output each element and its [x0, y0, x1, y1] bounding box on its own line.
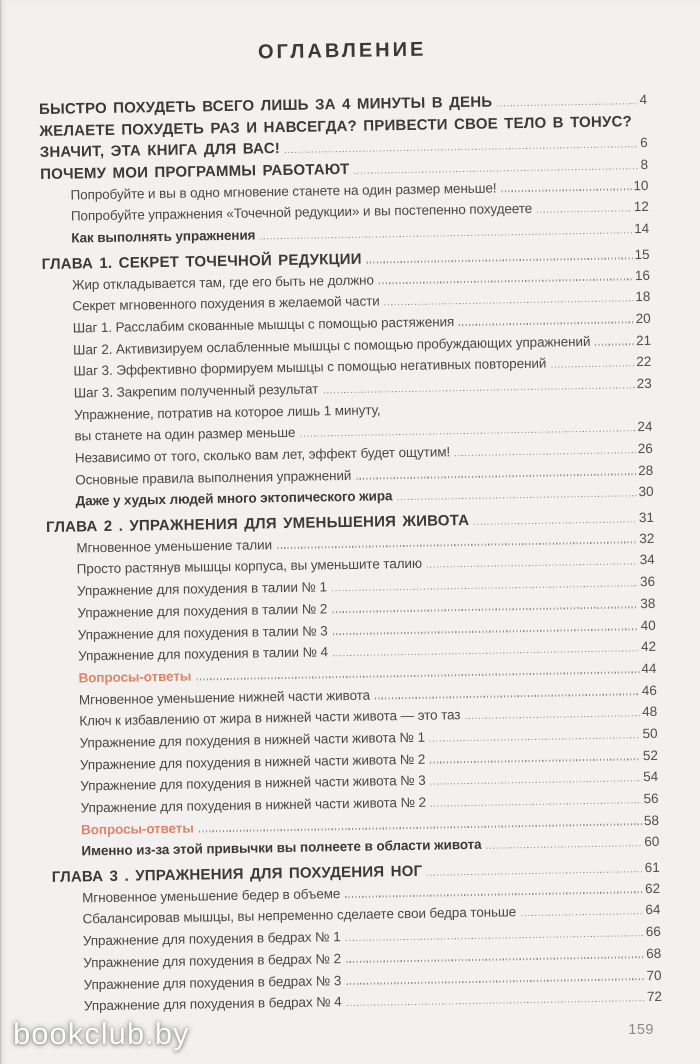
dot-leader: [385, 300, 634, 306]
toc-entry-text: Попробуйте и вы в одно мгновение станете на один размер меньше!: [70, 180, 497, 203]
dot-leader: [501, 189, 631, 193]
dot-leader: [300, 430, 635, 437]
toc-entry-text: Упражнение для похудения в бедрах № 3: [83, 972, 342, 992]
dot-leader: [367, 258, 633, 264]
toc-entry-text: Ключ к избавлению от жира в нижней части живота — это таз: [79, 707, 461, 729]
toc-entry-page: 21: [635, 332, 652, 348]
toc-entry-text: Попробуйте упражнения «Точечной редукции» и вы постепенно похудеете: [70, 201, 533, 224]
dot-leader: [431, 780, 642, 785]
dot-leader: [537, 210, 632, 213]
toc-entry-text: Мгновенное уменьшение нижней части живота: [78, 687, 371, 708]
toc-entry-page: 16: [634, 267, 651, 283]
toc-entry-text: Шаг 3. Закрепим полученный результат: [73, 381, 319, 401]
dot-leader: [332, 585, 638, 591]
dot-leader: [346, 957, 644, 963]
page-number: 159: [628, 1022, 654, 1038]
toc-entry-text: Независимо от того, сколько вам лет, эффект будет ощутим!: [74, 444, 451, 466]
toc-entry-text: Упражнение для похудения в бедрах № 1: [82, 929, 341, 949]
dot-leader: [459, 322, 633, 326]
toc-entry-text: ЖЕЛАЕТЕ ПОХУДЕТЬ РАЗ И НАВСЕГДА? ПРИВЕСТИ СВОЕ ТЕЛО В ТОНУС?: [39, 112, 633, 140]
toc-entry-text: Упражнение для похудения в талии № 4: [78, 644, 329, 664]
dot-leader: [379, 278, 633, 284]
toc-entry-text: Упражнение для похудения в талии № 1: [76, 579, 328, 599]
toc-entry-text: Упражнение для похудения в талии № 2: [77, 601, 328, 621]
toc-entry-page: 66: [645, 923, 661, 940]
toc-entry-text: Мгновенное уменьшение талии: [76, 536, 273, 556]
toc-entry-text: Секрет мгновенного похудения в желаемой части: [72, 293, 380, 314]
toc-entry-page: 22: [636, 354, 652, 370]
dot-leader: [551, 365, 634, 368]
toc-entry-page: 8: [640, 157, 649, 173]
toc-entry-text: Упражнение для похудения в нижней части живота № 2: [80, 794, 427, 816]
toc-entry-page: 24: [637, 419, 653, 435]
toc-entry-page: 30: [638, 484, 654, 500]
dot-leader: [260, 232, 632, 240]
toc-entry-page: 68: [646, 945, 662, 961]
toc-entry-page: 52: [642, 747, 659, 763]
toc-entry-text: ЗНАЧИТ, ЭТА КНИГА ДЛЯ ВАС!: [39, 140, 281, 162]
dot-leader: [346, 935, 644, 941]
toc-entry-page: 20: [635, 310, 651, 327]
dot-leader: [285, 146, 638, 153]
toc-entry-text: Упражнение для похудения в нижней части живота № 3: [80, 773, 426, 794]
toc-entry-text: Шаг 3. Эффективно формируем мышцы с помощью негативных повторений: [73, 355, 547, 379]
dot-leader: [199, 823, 642, 832]
toc-entry-text: Упражнение для похудения в нижней части живота № 2: [79, 751, 426, 773]
dot-leader: [427, 563, 638, 568]
toc-entry-page: 38: [640, 595, 656, 611]
toc-entry-page: 64: [645, 902, 661, 918]
dot-leader: [345, 891, 643, 897]
toc-entry-text: Именно из-за этой привычки вы полнеете в области живота: [81, 837, 482, 859]
toc-entry-text: Вопросы-ответы: [78, 668, 192, 686]
toc-entry-text: Даже у худых людей много эктопического жира: [75, 488, 393, 509]
toc-entry-page: 42: [640, 639, 657, 655]
toc-entry-page: 50: [642, 725, 658, 742]
toc-entry-text: ПОЧЕМУ МОИ ПРОГРАММЫ РАБОТАЮТ: [40, 160, 350, 184]
dot-leader: [465, 715, 640, 719]
toc-entry-page: 40: [640, 617, 656, 633]
page-title: ОГЛАВЛЕНИЕ: [257, 38, 427, 64]
dot-leader: [521, 913, 643, 916]
toc-entry-page: 32: [639, 530, 655, 546]
toc-entry-page: 14: [634, 221, 650, 237]
toc-entry-text: ГЛАВА 1. СЕКРЕТ ТОЧЕЧНОЙ РЕДУКЦИИ: [41, 250, 362, 273]
toc-entry-page: 31: [638, 509, 655, 526]
toc-entry-page: 28: [638, 462, 654, 478]
toc-entry-page: 6: [640, 135, 648, 151]
toc-entry-text: ГЛАВА 2 . УПРАЖНЕНИЯ ДЛЯ УМЕНЬШЕНИЯ ЖИВОТА: [45, 512, 470, 537]
dot-leader: [430, 758, 641, 763]
toc-entry-page: 4: [639, 91, 648, 108]
toc-entry-text: Упражнение, потратив на которое лишь 1 минуту,: [74, 402, 381, 423]
toc-entry-text: БЫСТРО ПОХУДЕТЬ ВСЕГО ЛИШЬ ЗА 4 МИНУТЫ В ДЕНЬ: [38, 93, 493, 119]
toc-entry-text: Шаг 1. Расслабим скованные мышцы с помощью растяжения: [72, 314, 455, 336]
toc-entry-text: Просто растянув мышцы корпуса, вы уменьшите талию: [76, 556, 423, 577]
toc-entry-page: 72: [646, 989, 663, 1005]
toc-entry-page: 18: [635, 289, 651, 305]
dot-leader: [347, 1000, 645, 1006]
toc-entry-text: Сбалансировав мышцы, вы непременно сделаете свои бедра тоньше: [82, 904, 517, 927]
toc-entry-page: 61: [644, 859, 660, 876]
dot-leader: [497, 103, 637, 107]
dot-leader: [487, 845, 643, 849]
dot-leader: [397, 495, 636, 500]
toc-entry-page: 70: [646, 967, 662, 983]
toc-entry-page: 10: [633, 177, 649, 193]
toc-entry-page: 54: [643, 769, 659, 785]
toc-entry-text: Шаг 2. Активизируем ослабленные мышцы с помощью пробуждающих упражнений: [72, 333, 591, 358]
toc-entry-text: ГЛАВА 3 . УПРАЖНЕНИЯ ДЛЯ ПОХУДЕНИЯ НОГ: [51, 862, 423, 886]
dot-leader: [427, 871, 642, 876]
toc-entry-text: Упражнение для похудения в бедрах № 2: [83, 950, 342, 971]
toc-entry-page: 56: [643, 790, 659, 807]
toc-entry-page: 62: [644, 880, 661, 896]
toc-entry-page: 36: [639, 574, 656, 590]
toc-entry-page: 46: [641, 682, 657, 698]
toc-entry-text: вы станете на один размер меньше: [74, 425, 296, 444]
watermark: bookclub.by: [13, 1016, 190, 1051]
toc-entry-text: Вопросы-ответы: [80, 820, 194, 838]
dot-leader: [356, 473, 636, 479]
dot-leader: [346, 978, 644, 984]
dot-leader: [333, 650, 639, 656]
toc-entry-text: Мгновенное уменьшение бедер в объеме: [82, 885, 341, 906]
toc-entry-text: Упражнение для похудения в бедрах № 4: [83, 994, 342, 1014]
dot-leader: [323, 387, 634, 394]
toc-entry-text: Упражнение для похудения в талии № 3: [77, 622, 328, 642]
toc-entry-page: 48: [642, 704, 658, 720]
toc-entry-page: 23: [636, 375, 652, 392]
dot-leader: [375, 693, 640, 699]
dot-leader: [354, 168, 638, 174]
toc-entry-text: Упражнение для похудения в нижней части живота № 1: [79, 729, 426, 751]
toc-list: [39, 91, 662, 1021]
dot-leader: [333, 628, 639, 634]
toc-entry-page: 26: [637, 440, 653, 457]
dot-leader: [332, 607, 638, 613]
dot-leader: [277, 542, 637, 549]
dot-leader: [431, 802, 642, 807]
toc-entry-page: 58: [643, 812, 660, 828]
dot-leader: [474, 521, 637, 525]
dot-leader: [196, 672, 639, 681]
toc-entry-page: 34: [639, 552, 655, 568]
dot-leader: [595, 343, 634, 345]
toc-entry-text: Как выполнять упражнения: [71, 227, 256, 246]
toc-entry-page: 15: [634, 246, 650, 262]
dot-leader: [430, 737, 641, 742]
toc-entry-text: Жир откладывается там, где его быть не должно: [71, 272, 374, 293]
toc-entry-page: 44: [641, 660, 657, 676]
toc-entry-text: Основные правила выполнения упражнений: [75, 467, 352, 488]
toc-entry-page: 60: [644, 834, 660, 850]
dot-leader: [455, 452, 636, 456]
toc-entry-page: 12: [633, 199, 649, 215]
toc-content: [38, 35, 662, 1021]
